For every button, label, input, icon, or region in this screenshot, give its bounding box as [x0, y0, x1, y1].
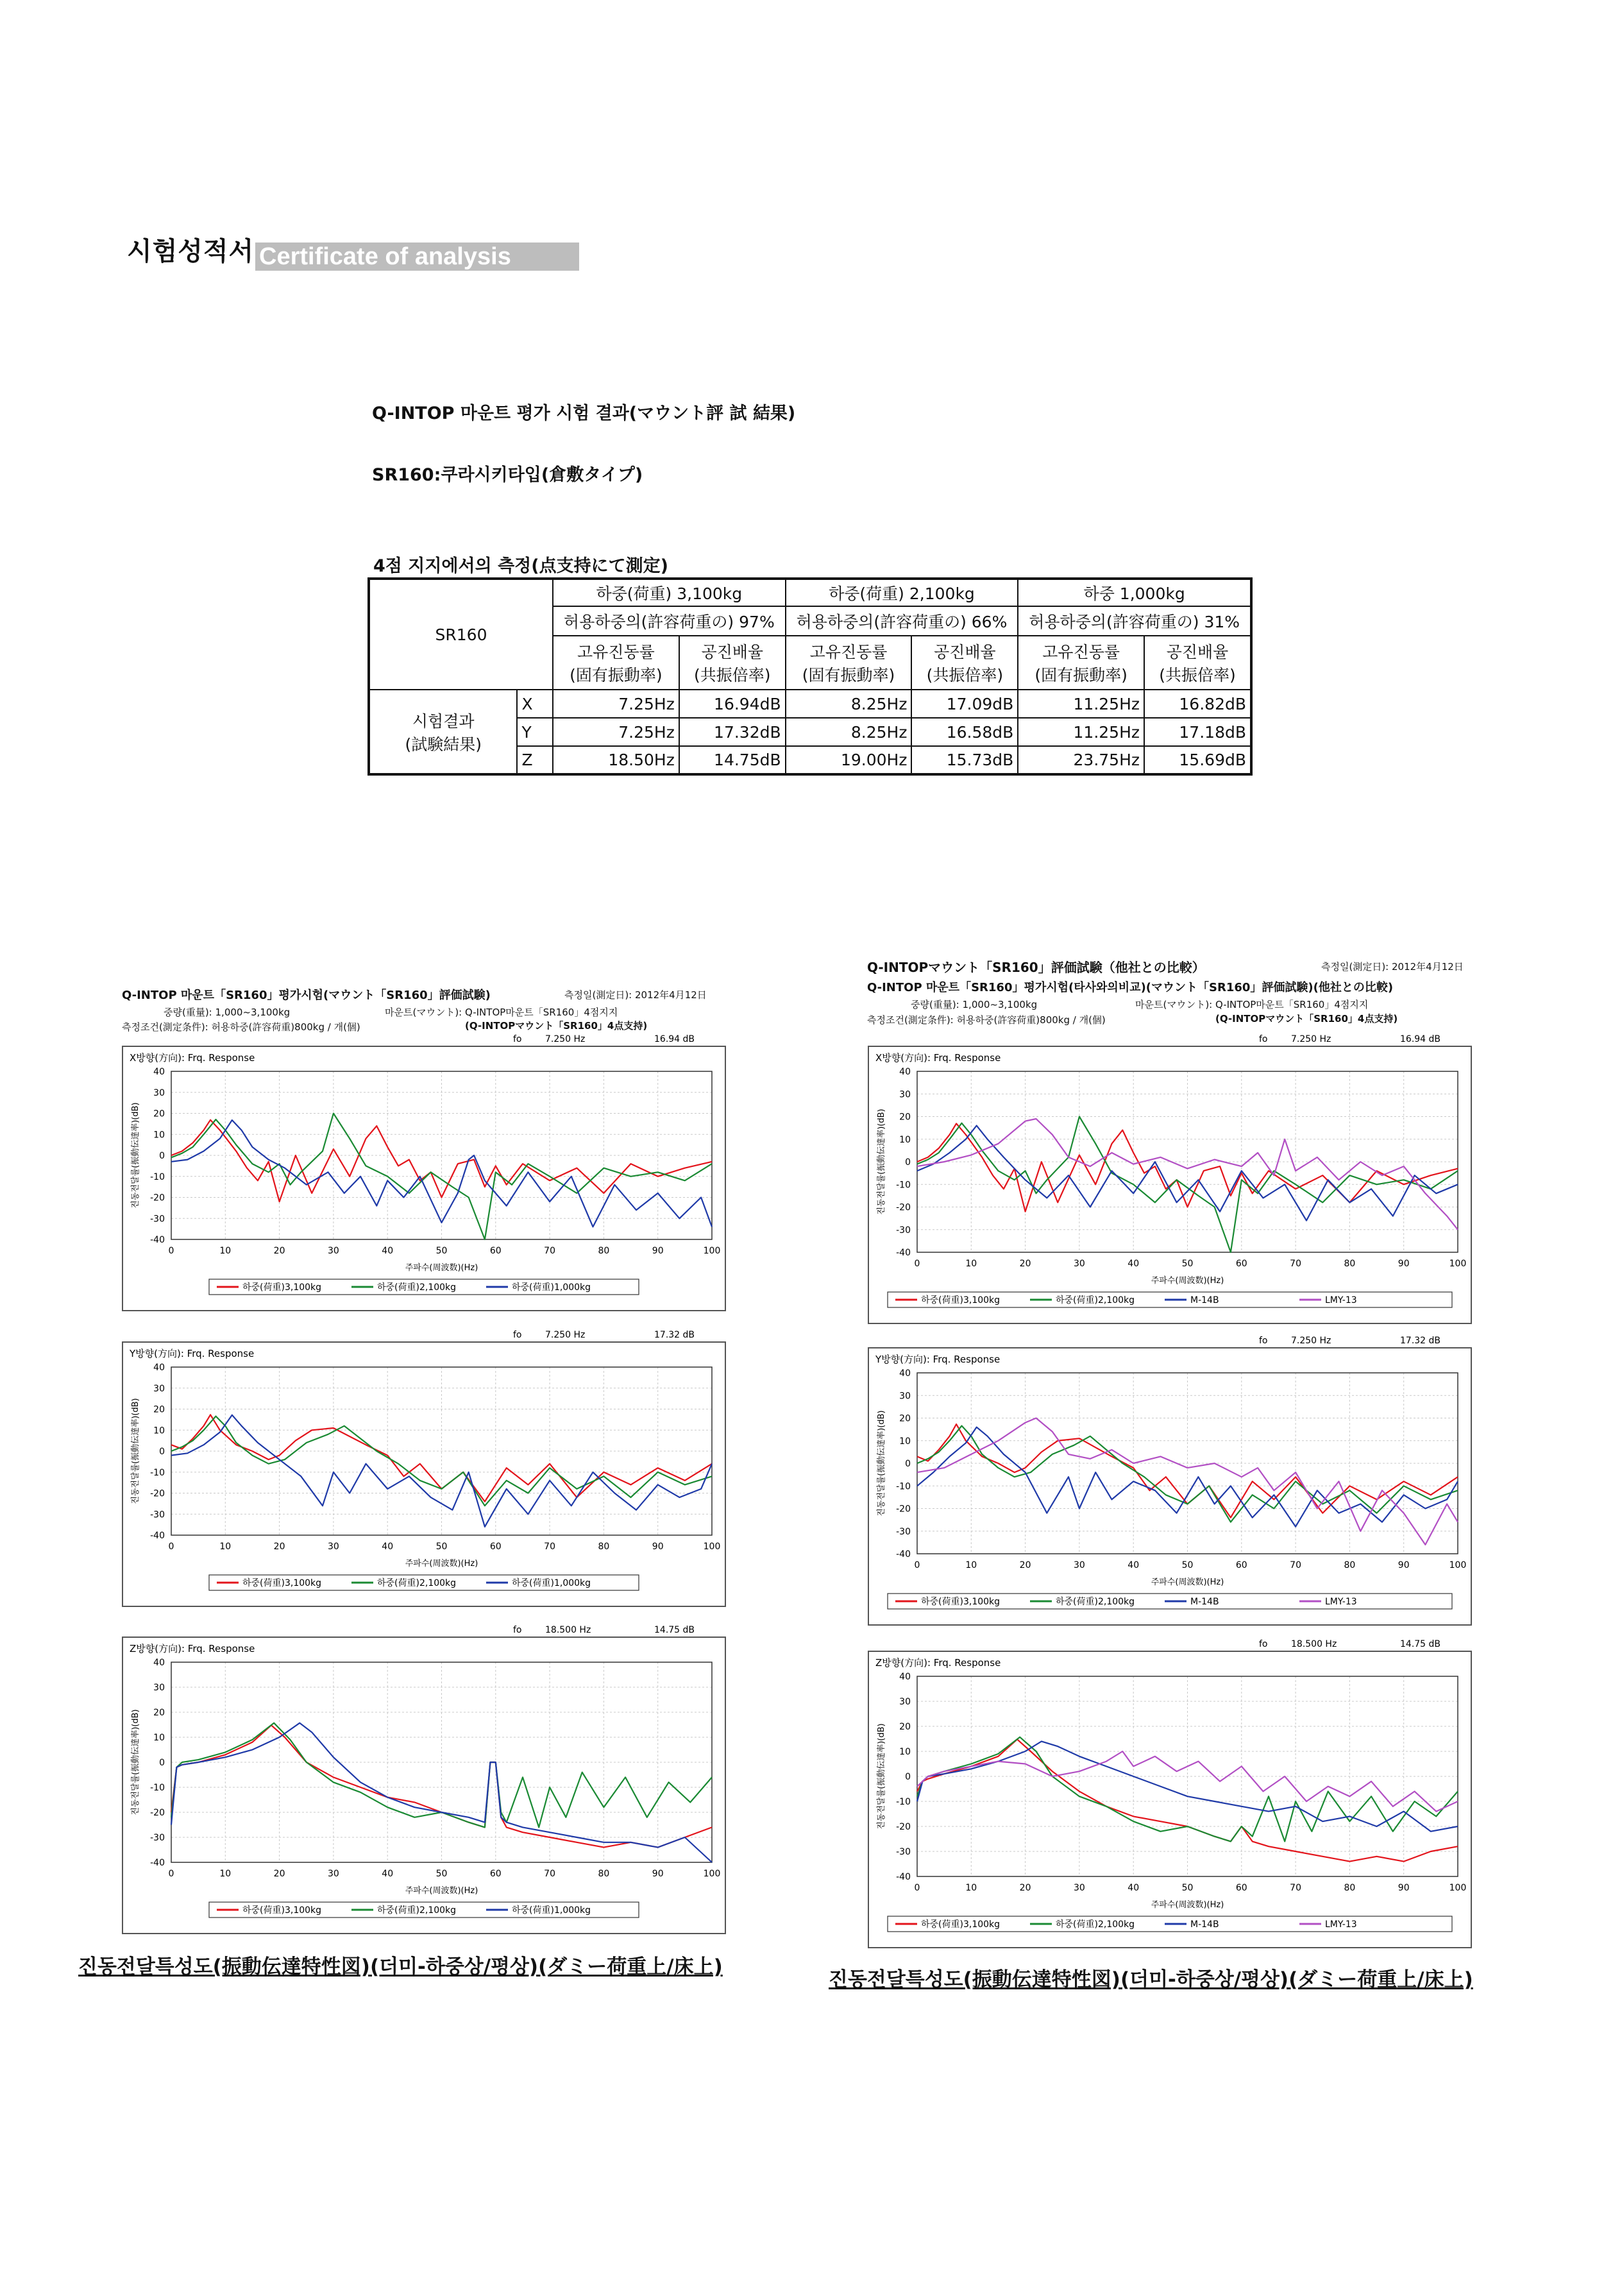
- x-tick-label: 40: [382, 1869, 394, 1879]
- right-condition: 측정조건(測定条件): 허용하중(許容荷重)800kg / 개(個): [867, 1014, 1106, 1026]
- x-tick-label: 20: [273, 1246, 285, 1256]
- fo-value: 18.500 Hz: [1291, 1639, 1337, 1649]
- x-axis-label: 주파수(周波数)(Hz): [1151, 1900, 1224, 1910]
- legend-label: 하중(荷重)3,100kg: [242, 1578, 322, 1588]
- value-cell: 7.25Hz: [553, 718, 679, 746]
- chart-svg: [123, 1330, 725, 1606]
- x-tick-label: 60: [1235, 1259, 1247, 1269]
- y-tick-label: 30: [899, 1697, 911, 1707]
- fo-label: fo: [1259, 1336, 1268, 1346]
- y-axis-label: 진동전달률(振動伝達率)(dB): [131, 1102, 140, 1209]
- x-tick-label: 30: [327, 1869, 339, 1879]
- y-tick-label: -20: [150, 1808, 165, 1818]
- y-tick-label: 40: [899, 1672, 911, 1682]
- value-cell: 17.18dB: [1144, 718, 1251, 746]
- x-tick-label: 60: [489, 1869, 502, 1879]
- peak-value: 17.32 dB: [1400, 1336, 1441, 1346]
- legend-label: LMY-13: [1325, 1295, 1357, 1305]
- y-tick-label: 40: [153, 1363, 165, 1373]
- legend-label: M-14B: [1190, 1295, 1219, 1305]
- x-tick-label: 0: [168, 1869, 174, 1879]
- x-tick-label: 0: [168, 1246, 174, 1256]
- right-top-title: Q-INTOPマウント「SR160」評価試験（他社との比較）: [867, 960, 1205, 975]
- x-tick-label: 100: [1449, 1883, 1467, 1893]
- y-tick-label: 20: [899, 1413, 911, 1424]
- load-header: 하중 1,000kg: [1018, 579, 1251, 606]
- chart-svg: [869, 1336, 1471, 1624]
- x-tick-label: 10: [965, 1883, 977, 1893]
- x-tick-label: 10: [965, 1560, 977, 1570]
- legend-label: 하중(荷重)3,100kg: [242, 1905, 322, 1916]
- y-tick-label: -40: [896, 1549, 911, 1560]
- value-cell: 23.75Hz: [1018, 746, 1144, 774]
- y-tick-label: 20: [153, 1109, 165, 1119]
- y-tick-label: -40: [896, 1872, 911, 1882]
- x-tick-label: 40: [1127, 1259, 1140, 1269]
- legend-label: 하중(荷重)3,100kg: [242, 1282, 322, 1293]
- x-axis-label: 주파수(周波数)(Hz): [405, 1263, 478, 1273]
- x-tick-label: 80: [1344, 1560, 1356, 1570]
- chart-title: Y방향(方向): Frq. Response: [875, 1354, 1001, 1365]
- x-tick-label: 60: [489, 1246, 502, 1256]
- report-subtitle: SR160:쿠라시키타입(倉敷タイプ): [372, 465, 643, 485]
- chart-title: Y방향(方向): Frq. Response: [130, 1348, 255, 1359]
- x-tick-label: 80: [598, 1246, 610, 1256]
- value-cell: 14.75dB: [679, 746, 786, 774]
- x-tick-label: 70: [544, 1246, 556, 1256]
- y-tick-label: 40: [153, 1067, 165, 1077]
- left-date: 측정일(測定日): 2012年4月12日: [564, 989, 707, 1001]
- y-tick-label: -20: [896, 1504, 911, 1515]
- chart-panel-right-z: [868, 1639, 1472, 1948]
- y-tick-label: 30: [899, 1089, 911, 1100]
- y-tick-label: 20: [153, 1708, 165, 1718]
- chart-title: Z방향(方向): Frq. Response: [130, 1643, 255, 1654]
- header-title-en: Certificate of analysis: [255, 242, 579, 271]
- x-tick-label: 90: [652, 1246, 664, 1256]
- x-tick-label: 0: [914, 1883, 920, 1893]
- y-tick-label: -30: [150, 1509, 165, 1520]
- y-tick-label: -20: [896, 1822, 911, 1832]
- fo-value: 7.250 Hz: [1291, 1336, 1331, 1346]
- x-tick-label: 70: [544, 1869, 556, 1879]
- left-condition: 측정조건(測定条件): 허용하중(許容荷重)800kg / 개(個): [122, 1021, 360, 1033]
- fo-label: fo: [1259, 1639, 1268, 1649]
- x-tick-label: 20: [273, 1869, 285, 1879]
- axis-cell: Y: [517, 718, 553, 746]
- y-tick-label: -10: [150, 1783, 165, 1793]
- value-cell: 7.25Hz: [553, 690, 679, 718]
- value-cell: 19.00Hz: [786, 746, 912, 774]
- value-cell: 11.25Hz: [1018, 690, 1144, 718]
- header-title-ko: 시험성적서: [127, 237, 255, 266]
- left-title: Q-INTOP 마운트「SR160」평가시험(マウント「SR160」評価試験): [122, 989, 491, 1002]
- y-tick-label: -10: [150, 1171, 165, 1182]
- y-axis-label: 진동전달률(振動伝達率)(dB): [131, 1398, 140, 1504]
- value-cell: 17.32dB: [679, 718, 786, 746]
- right-caption: 진동전달특성도(振動伝達特性図)(더미-하중상/평상)(ダミー荷重上/床上): [829, 1968, 1473, 1991]
- y-tick-label: 30: [153, 1087, 165, 1098]
- x-tick-label: 90: [1398, 1259, 1410, 1269]
- legend-label: 하중(荷重)2,100kg: [1056, 1295, 1135, 1305]
- y-axis-label: 진동전달률(振動伝達率)(dB): [877, 1109, 886, 1215]
- left-weight: 중량(重量): 1,000~3,100kg: [164, 1007, 291, 1018]
- y-tick-label: -30: [150, 1833, 165, 1843]
- x-tick-label: 100: [703, 1869, 721, 1879]
- x-tick-label: 0: [168, 1542, 174, 1552]
- x-axis-label: 주파수(周波数)(Hz): [405, 1559, 478, 1569]
- col-natural-frequency: 고유진동률 (固有振動率): [1018, 636, 1144, 690]
- value-cell: 15.73dB: [911, 746, 1018, 774]
- x-tick-label: 80: [1344, 1259, 1356, 1269]
- legend-label: 하중(荷重)1,000kg: [512, 1282, 591, 1293]
- right-top-date: 측정일(測定日): 2012年4月12日: [1321, 961, 1464, 973]
- value-cell: 8.25Hz: [786, 718, 912, 746]
- y-tick-label: -40: [150, 1858, 165, 1868]
- x-tick-label: 70: [1290, 1259, 1302, 1269]
- col-natural-frequency: 고유진동률 (固有振動率): [786, 636, 912, 690]
- legend-label: 하중(荷重)2,100kg: [377, 1578, 457, 1588]
- y-tick-label: 0: [905, 1459, 911, 1469]
- y-tick-label: 10: [899, 1747, 911, 1757]
- chart-panel-right-y: [868, 1336, 1472, 1626]
- allowable-ratio: 허용하중의(許容荷重の) 31%: [1018, 606, 1251, 636]
- value-cell: 15.69dB: [1144, 746, 1251, 774]
- x-tick-label: 10: [219, 1246, 232, 1256]
- y-tick-label: -30: [896, 1225, 911, 1236]
- chart-title: Z방향(方向): Frq. Response: [875, 1657, 1001, 1669]
- right-mount: 마운트(マウント): Q-INTOP마운트「SR160」4점지지: [1135, 999, 1369, 1010]
- chart-title: X방향(方向): Frq. Response: [875, 1052, 1001, 1064]
- legend-label: 하중(荷重)1,000kg: [512, 1578, 591, 1588]
- x-tick-label: 100: [703, 1246, 721, 1256]
- x-tick-label: 10: [219, 1869, 232, 1879]
- x-tick-label: 100: [1449, 1560, 1467, 1570]
- legend-label: 하중(荷重)2,100kg: [377, 1282, 457, 1293]
- x-tick-label: 30: [327, 1246, 339, 1256]
- x-tick-label: 70: [1290, 1560, 1302, 1570]
- y-tick-label: -30: [896, 1847, 911, 1857]
- chart-panel-right-x: [868, 1034, 1472, 1324]
- x-tick-label: 50: [435, 1246, 448, 1256]
- x-axis-label: 주파수(周波数)(Hz): [1151, 1276, 1224, 1286]
- y-tick-label: 0: [905, 1772, 911, 1782]
- y-tick-label: -10: [896, 1180, 911, 1191]
- x-tick-label: 30: [1073, 1259, 1085, 1269]
- fo-label: fo: [513, 1034, 522, 1044]
- allowable-ratio: 허용하중의(許容荷重の) 66%: [786, 606, 1018, 636]
- x-tick-label: 20: [1019, 1560, 1031, 1570]
- legend-label: M-14B: [1190, 1919, 1219, 1930]
- chart-title: X방향(方向): Frq. Response: [130, 1052, 255, 1064]
- x-tick-label: 100: [703, 1542, 721, 1552]
- x-tick-label: 50: [435, 1869, 448, 1879]
- x-tick-label: 0: [914, 1560, 920, 1570]
- y-tick-label: -40: [896, 1248, 911, 1258]
- legend-label: 하중(荷重)3,100kg: [921, 1295, 1001, 1305]
- report-title: Q-INTOP 마운트 평가 시험 결과(マウント評 試 結果): [372, 404, 796, 423]
- y-tick-label: -10: [150, 1467, 165, 1478]
- x-tick-label: 0: [914, 1259, 920, 1269]
- x-tick-label: 10: [965, 1259, 977, 1269]
- x-tick-label: 80: [1344, 1883, 1356, 1893]
- y-tick-label: 40: [899, 1067, 911, 1077]
- y-tick-label: 30: [153, 1683, 165, 1693]
- x-tick-label: 30: [327, 1542, 339, 1552]
- x-tick-label: 40: [382, 1246, 394, 1256]
- x-tick-label: 50: [1181, 1259, 1194, 1269]
- results-table: [367, 577, 1253, 776]
- left-mount-jp: (Q-INTOPマウント「SR160」4点支持): [465, 1020, 648, 1032]
- y-tick-label: -20: [150, 1488, 165, 1499]
- fo-value: 7.250 Hz: [1291, 1034, 1331, 1044]
- y-axis-label: 진동전달률(振動伝達率)(dB): [877, 1723, 886, 1830]
- legend-label: LMY-13: [1325, 1919, 1357, 1930]
- y-tick-label: 20: [153, 1404, 165, 1415]
- legend-label: LMY-13: [1325, 1597, 1357, 1607]
- left-mount: 마운트(マウント): Q-INTOP마운트「SR160」4점지지: [385, 1007, 618, 1018]
- axis-cell: Z: [517, 746, 553, 774]
- peak-value: 16.94 dB: [654, 1034, 695, 1044]
- x-tick-label: 30: [1073, 1560, 1085, 1570]
- y-tick-label: 40: [899, 1368, 911, 1379]
- x-tick-label: 90: [1398, 1560, 1410, 1570]
- peak-value: 14.75 dB: [1400, 1639, 1441, 1649]
- x-tick-label: 90: [652, 1869, 664, 1879]
- x-tick-label: 60: [1235, 1883, 1247, 1893]
- x-tick-label: 40: [382, 1542, 394, 1552]
- x-tick-label: 20: [1019, 1883, 1031, 1893]
- y-tick-label: 40: [153, 1658, 165, 1668]
- table-caption: 4점 지지에서의 측정(点支持にて測定): [373, 556, 668, 576]
- chart-svg: [123, 1034, 725, 1310]
- y-tick-label: -20: [896, 1202, 911, 1213]
- x-tick-label: 70: [1290, 1883, 1302, 1893]
- value-cell: 16.58dB: [911, 718, 1018, 746]
- x-tick-label: 30: [1073, 1883, 1085, 1893]
- chart-panel-left-z: [122, 1625, 726, 1934]
- y-tick-label: 0: [159, 1151, 165, 1161]
- y-tick-label: 10: [899, 1134, 911, 1145]
- axis-cell: X: [517, 690, 553, 718]
- x-axis-label: 주파수(周波数)(Hz): [405, 1886, 478, 1896]
- y-tick-label: 10: [153, 1425, 165, 1436]
- legend-label: 하중(荷重)2,100kg: [1056, 1919, 1135, 1930]
- fo-label: fo: [1259, 1034, 1268, 1044]
- peak-value: 17.32 dB: [654, 1330, 695, 1340]
- peak-value: 16.94 dB: [1400, 1034, 1441, 1044]
- x-tick-label: 80: [598, 1869, 610, 1879]
- x-tick-label: 80: [598, 1542, 610, 1552]
- chart-svg: [869, 1034, 1471, 1323]
- value-cell: 8.25Hz: [786, 690, 912, 718]
- x-tick-label: 10: [219, 1542, 232, 1552]
- x-axis-label: 주파수(周波数)(Hz): [1151, 1577, 1224, 1587]
- fo-label: fo: [513, 1625, 522, 1635]
- chart-panel-left-y: [122, 1330, 726, 1607]
- y-tick-label: 0: [159, 1447, 165, 1457]
- legend-label: 하중(荷重)2,100kg: [377, 1905, 457, 1916]
- right-weight: 중량(重量): 1,000~3,100kg: [911, 999, 1038, 1010]
- x-tick-label: 50: [1181, 1560, 1194, 1570]
- value-cell: 16.82dB: [1144, 690, 1251, 718]
- y-tick-label: 30: [153, 1383, 165, 1394]
- x-tick-label: 50: [435, 1542, 448, 1552]
- allowable-ratio: 허용하중의(許容荷重の) 97%: [553, 606, 786, 636]
- fo-value: 18.500 Hz: [545, 1625, 591, 1635]
- y-tick-label: -40: [150, 1235, 165, 1245]
- y-tick-label: -40: [150, 1531, 165, 1541]
- y-tick-label: -30: [896, 1526, 911, 1537]
- y-tick-label: -10: [896, 1797, 911, 1807]
- legend-label: M-14B: [1190, 1597, 1219, 1607]
- x-tick-label: 40: [1127, 1883, 1140, 1893]
- left-caption: 진동전달특성도(振動伝達特性図)(더미-하중상/평상)(ダミー荷重上/床上): [78, 1955, 723, 1978]
- legend-label: 하중(荷重)2,100kg: [1056, 1597, 1135, 1607]
- x-tick-label: 60: [489, 1542, 502, 1552]
- y-tick-label: 0: [159, 1758, 165, 1768]
- legend-label: 하중(荷重)1,000kg: [512, 1905, 591, 1916]
- y-tick-label: -20: [150, 1193, 165, 1203]
- right-title: Q-INTOP 마운트「SR160」평가시험(타사와의비교)(マウント「SR160」評価試験)(他社との比較): [867, 981, 1394, 994]
- x-tick-label: 90: [1398, 1883, 1410, 1893]
- col-natural-frequency: 고유진동률 (固有振動率): [553, 636, 679, 690]
- y-tick-label: 20: [899, 1112, 911, 1123]
- x-tick-label: 40: [1127, 1560, 1140, 1570]
- y-axis-label: 진동전달률(振動伝達率)(dB): [877, 1410, 886, 1517]
- series-line: [917, 1119, 1458, 1230]
- y-tick-label: 20: [899, 1722, 911, 1732]
- fo-label: fo: [513, 1330, 522, 1340]
- value-cell: 17.09dB: [911, 690, 1018, 718]
- y-tick-label: 30: [899, 1391, 911, 1402]
- y-tick-label: -30: [150, 1214, 165, 1225]
- load-header: 하중(荷重) 2,100kg: [786, 579, 1018, 606]
- fo-value: 7.250 Hz: [545, 1330, 586, 1340]
- value-cell: 18.50Hz: [553, 746, 679, 774]
- x-tick-label: 20: [273, 1542, 285, 1552]
- chart-svg: [869, 1639, 1471, 1947]
- y-tick-label: -10: [896, 1481, 911, 1492]
- fo-value: 7.250 Hz: [545, 1034, 586, 1044]
- y-tick-label: 10: [899, 1436, 911, 1447]
- y-tick-label: 10: [153, 1733, 165, 1743]
- value-cell: 11.25Hz: [1018, 718, 1144, 746]
- x-tick-label: 90: [652, 1542, 664, 1552]
- value-cell: 16.94dB: [679, 690, 786, 718]
- col-resonance-ratio: 공진배율 (共振倍率): [911, 636, 1018, 690]
- y-tick-label: 0: [905, 1157, 911, 1168]
- model-cell: SR160: [369, 579, 553, 690]
- y-tick-label: 10: [153, 1130, 165, 1141]
- x-tick-label: 50: [1181, 1883, 1194, 1893]
- load-header: 하중(荷重) 3,100kg: [553, 579, 786, 606]
- x-tick-label: 20: [1019, 1259, 1031, 1269]
- x-tick-label: 100: [1449, 1259, 1467, 1269]
- legend-label: 하중(荷重)3,100kg: [921, 1597, 1001, 1607]
- right-mount-jp: (Q-INTOPマウント「SR160」4点支持): [1215, 1013, 1398, 1025]
- chart-panel-left-x: [122, 1034, 726, 1311]
- legend-label: 하중(荷重)3,100kg: [921, 1919, 1001, 1930]
- result-label: 시험결과 (試験結果): [369, 690, 517, 774]
- x-tick-label: 70: [544, 1542, 556, 1552]
- col-resonance-ratio: 공진배율 (共振倍率): [1144, 636, 1251, 690]
- col-resonance-ratio: 공진배율 (共振倍率): [679, 636, 786, 690]
- y-axis-label: 진동전달률(振動伝達率)(dB): [131, 1709, 140, 1816]
- peak-value: 14.75 dB: [654, 1625, 695, 1635]
- chart-svg: [123, 1625, 725, 1933]
- x-tick-label: 60: [1235, 1560, 1247, 1570]
